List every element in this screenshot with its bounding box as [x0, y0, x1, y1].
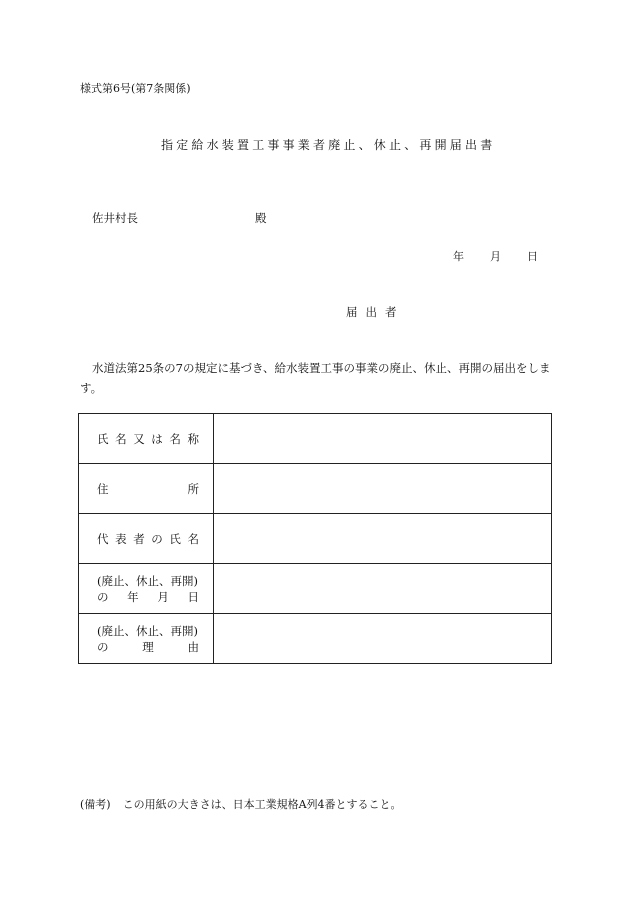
- date-of-change-label-line1: (廃止、休止、再開): [97, 573, 198, 588]
- table-row: [79, 464, 552, 514]
- label-cell: [79, 614, 214, 664]
- form-table: [78, 413, 552, 664]
- name-label: 氏名又は名称: [97, 431, 199, 446]
- remarks: [80, 796, 402, 812]
- label-cell: [79, 414, 214, 464]
- reason-field[interactable]: [214, 614, 552, 664]
- reason-label: [79, 623, 213, 655]
- addressee-honorific: 殿: [255, 211, 267, 225]
- address-label: 住所: [97, 481, 199, 496]
- applicant-label: 届出者: [346, 305, 405, 319]
- body-text: 水道法第25条の7の規定に基づき、給水装置工事の事業の廃止、休止、再開の届出をします。: [80, 361, 551, 395]
- reason-label-line1: (廃止、休止、再開): [97, 623, 198, 638]
- remarks-text: この用紙の大きさは、日本工業規格A列4番とすること。: [122, 798, 402, 811]
- reason-label-line2: の理由: [97, 639, 199, 654]
- name-field[interactable]: [214, 414, 552, 464]
- document-title: 指定給水装置工事事業者廃止、休止、再開届出書: [161, 138, 496, 152]
- month-label: 月: [490, 250, 501, 263]
- day-label: 日: [527, 250, 538, 263]
- address-field[interactable]: [214, 464, 552, 514]
- table-row: [79, 614, 552, 664]
- table-row: [79, 564, 552, 614]
- date-line: [453, 248, 538, 264]
- table-row: [79, 514, 552, 564]
- table-row: [79, 414, 552, 464]
- date-of-change-field[interactable]: [214, 564, 552, 614]
- addressee-name: 佐井村長: [92, 211, 138, 225]
- date-of-change-label-line2: の年月日: [97, 589, 199, 604]
- label-cell: [79, 464, 214, 514]
- label-cell: [79, 564, 214, 614]
- representative-label: 代表者の氏名: [97, 531, 199, 546]
- year-label: 年: [453, 250, 464, 263]
- remarks-label: (備考): [80, 798, 111, 811]
- representative-field[interactable]: [214, 514, 552, 564]
- date-of-change-label: [79, 573, 213, 605]
- label-cell: [79, 514, 214, 564]
- form-number: 様式第6号(第7条関係): [80, 82, 191, 95]
